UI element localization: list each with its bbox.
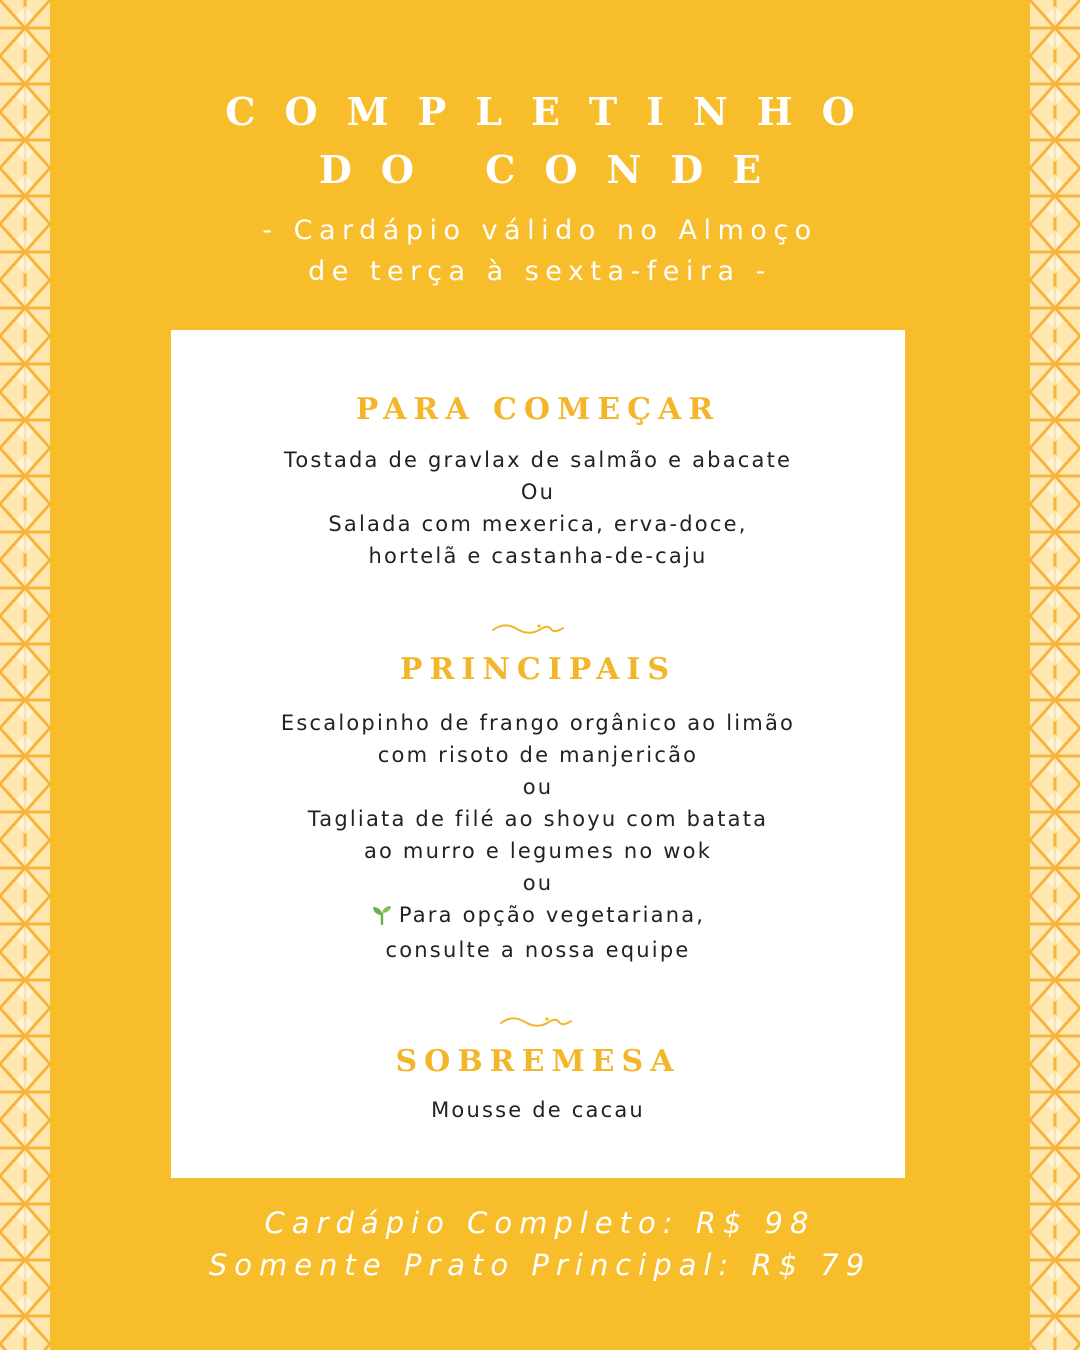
menu-line: Escalopinho de frango orgânico ao limão — [280, 711, 796, 735]
menu-title — [50, 83, 1030, 199]
menu-line: Tagliata de filé ao shoyu com batata — [307, 807, 769, 831]
menu-line-vegetarian — [171, 899, 905, 934]
menu-subtitle — [50, 210, 1030, 292]
left-pattern-border — [0, 0, 50, 1350]
starters-items — [171, 444, 905, 572]
menu-line: hortelã e castanha-de-caju — [368, 544, 708, 568]
price-main-only: Somente Prato Principal: R$ 79 — [208, 1248, 872, 1282]
menu-line: Ou — [520, 480, 556, 504]
menu-line: ou — [522, 871, 554, 895]
title-line-2: DO CONDE — [318, 147, 791, 192]
subtitle-line-2: de terça à sexta-feira - — [308, 256, 772, 287]
menu-line: ao murro e legumes no wok — [363, 839, 713, 863]
mains-items — [171, 707, 905, 966]
menu-line: consulte a nossa equipe — [385, 938, 691, 962]
menu-line: ou — [522, 775, 554, 799]
title-line-1: COMPLETINHO — [225, 89, 884, 134]
flourish-icon — [491, 622, 565, 636]
section-title-starters: PARA COMEÇAR — [355, 392, 721, 427]
menu-card — [171, 330, 905, 1178]
menu-line: com risoto de manjericão — [377, 743, 699, 767]
subtitle-line-1: - Cardápio válido no Almoço — [262, 215, 818, 246]
prices — [50, 1202, 1030, 1286]
right-pattern-border — [1030, 0, 1080, 1350]
menu-line: Tostada de gravlax de salmão e abacate — [283, 448, 793, 472]
dessert-items — [171, 1094, 905, 1126]
menu-line: Mousse de cacau — [431, 1098, 645, 1122]
section-title-mains: PRINCIPAIS — [399, 652, 677, 687]
price-full-menu: Cardápio Completo: R$ 98 — [264, 1206, 816, 1240]
menu-line: Salada com mexerica, erva-doce, — [328, 512, 748, 536]
menu-line-text: Para opção vegetariana, — [398, 903, 706, 927]
section-title-dessert: SOBREMESA — [395, 1044, 681, 1079]
lattice-pattern — [0, 0, 50, 1350]
lattice-pattern — [1030, 0, 1080, 1350]
sprout-icon — [371, 902, 393, 934]
flourish-icon — [499, 1015, 573, 1029]
